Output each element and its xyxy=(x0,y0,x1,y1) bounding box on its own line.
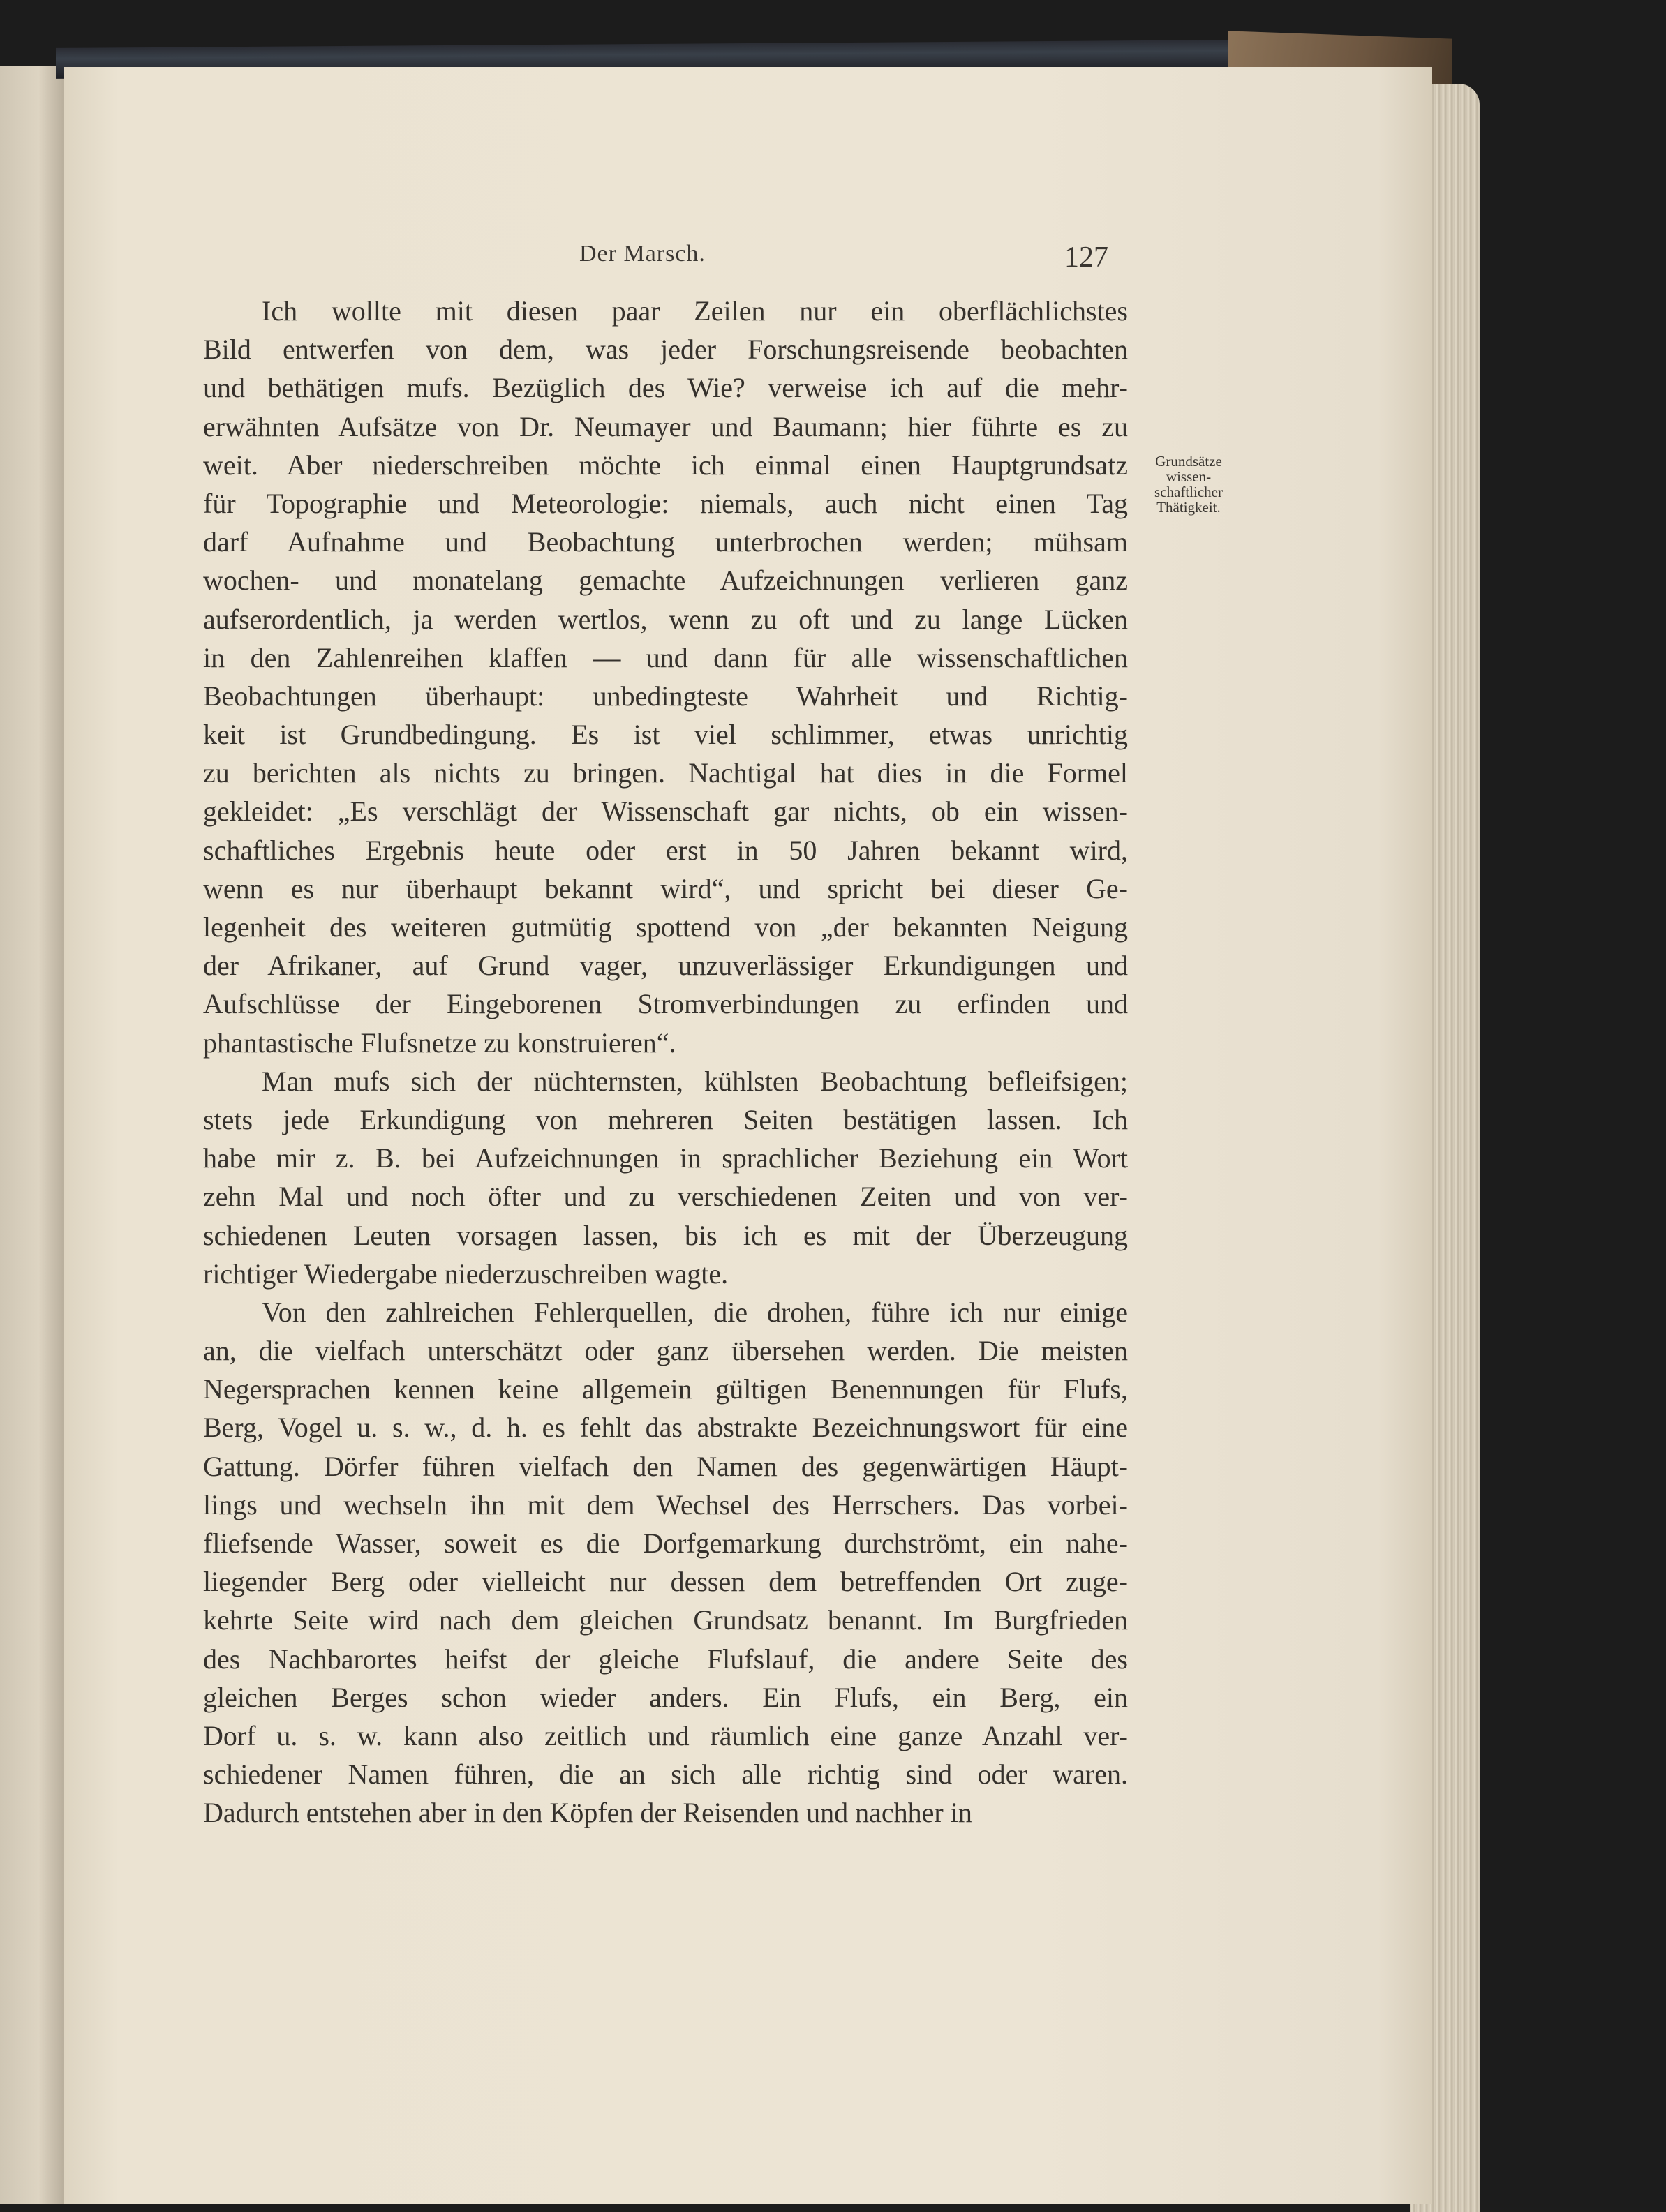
text-line: erwähnten Aufsätze von Dr. Neumayer und Baumann; hier führte es zu xyxy=(203,410,1128,442)
text-line: Negersprachen kennen keine allgemein gültigen Benennungen für Flufs, xyxy=(203,1373,1128,1405)
text-line: weit. Aber niederschreiben möchte ich einmal einen Hauptgrundsatz xyxy=(203,449,1128,481)
text-line: wochen- und monatelang gemachte Aufzeichnungen verlieren ganz xyxy=(203,565,1128,597)
margin-note-line: Thätigkeit. xyxy=(1156,499,1221,516)
text-line: Gattung. Dörfer führen vielfach den Namen des gegenwärtigen Häupt- xyxy=(203,1450,1128,1482)
text-line: phantastische Flufsnetze zu konstruieren“. xyxy=(203,1026,676,1059)
text-line: schiedener Namen führen, die an sich alle richtig sind oder waren. xyxy=(203,1758,1128,1791)
text-line: gekleidet: „Es verschlägt der Wissenschaft gar nichts, ob ein wissen- xyxy=(203,795,1128,828)
text-line: kehrte Seite wird nach dem gleichen Grundsatz benannt. Im Burgfrieden xyxy=(203,1604,1128,1636)
text-line: fliefsende Wasser, soweit es die Dorfgemarkung durchströmt, ein nahe- xyxy=(203,1527,1128,1559)
text-line: gleichen Berges schon wieder anders. Ein Flufs, ein Berg, ein xyxy=(203,1681,1128,1713)
text-line: schiedenen Leuten vorsagen lassen, bis ich es mit der Überzeugung xyxy=(203,1219,1128,1251)
text-line: liegender Berg oder vielleicht nur dessen dem betreffenden Ort zuge- xyxy=(203,1566,1128,1598)
text-line: des Nachbarortes heifst der gleiche Flufslauf, die andere Seite des xyxy=(203,1643,1128,1675)
text-line: Bild entwerfen von dem, was jeder Forschungsreisende beobachten xyxy=(203,334,1128,366)
text-line: lings und wechseln ihn mit dem Wechsel des Herrschers. Das vorbei- xyxy=(203,1488,1128,1520)
text-line: der Afrikaner, auf Grund vager, unzuverlässiger Erkundigungen und xyxy=(203,950,1128,982)
text-line: Von den zahlreichen Fehlerquellen, die drohen, führe ich nur einige xyxy=(262,1296,1128,1328)
text-line: und bethätigen mufs. Bezüglich des Wie? verweise ich auf die mehr- xyxy=(203,372,1128,404)
text-line: Aufschlüsse der Eingeborenen Stromverbindungen zu erfinden und xyxy=(203,988,1128,1020)
text-line: Dadurch entstehen aber in den Köpfen der Reisenden und nachher in xyxy=(203,1797,972,1829)
text-line: aufserordentlich, ja werden wertlos, wenn zu oft und zu lange Lücken xyxy=(203,603,1128,635)
text-line: in den Zahlenreihen klaffen — und dann für alle wissenschaftlichen xyxy=(203,641,1128,673)
body-text xyxy=(203,292,1128,1832)
text-line: legenheit des weiteren gutmütig spottend von „der bekannten Neigung xyxy=(203,911,1128,943)
text-line: Beobachtungen überhaupt: unbedingteste Wahrheit und Richtig- xyxy=(203,680,1128,712)
text-line: zu berichten als nichts zu bringen. Nachtigal hat dies in die Formel xyxy=(203,757,1128,789)
text-line: Berg, Vogel u. s. w., d. h. es fehlt das abstrakte Bezeichnungswort für eine xyxy=(203,1412,1128,1444)
margin-note-line: wissen- xyxy=(1166,468,1212,485)
text-line: schaftliches Ergebnis heute oder erst in 50 Jahren bekannt wird, xyxy=(203,834,1128,866)
text-line: Man mufs sich der nüchternsten, kühlsten Beobachtung befleifsigen; xyxy=(262,1065,1128,1097)
margin-note-line: Grundsätze xyxy=(1155,453,1222,470)
text-line: Ich wollte mit diesen paar Zeilen nur ein oberflächlichstes xyxy=(262,295,1128,327)
text-line: an, die vielfach unterschätzt oder ganz übersehen werden. Die meisten xyxy=(203,1335,1128,1367)
previous-page-edge xyxy=(0,66,64,2204)
margin-note xyxy=(1143,454,1234,515)
text-line: keit ist Grundbedingung. Es ist viel schlimmer, etwas unrichtig xyxy=(203,719,1128,751)
text-line: stets jede Erkundigung von mehreren Seiten bestätigen lassen. Ich xyxy=(203,1103,1128,1135)
text-line: richtiger Wiedergabe niederzuschreiben wagte. xyxy=(203,1257,729,1290)
text-line: zehn Mal und noch öfter und zu verschiedenen Zeiten und von ver- xyxy=(203,1181,1128,1213)
text-line: habe mir z. B. bei Aufzeichnungen in sprachlicher Beziehung ein Wort xyxy=(203,1142,1128,1174)
text-line: darf Aufnahme und Beobachtung unterbrochen werden; mühsam xyxy=(203,526,1128,558)
text-line: Dorf u. s. w. kann also zeitlich und räumlich eine ganze Anzahl ver- xyxy=(203,1719,1128,1751)
text-line: für Topographie und Meteorologie: niemals, auch nicht einen Tag xyxy=(203,487,1128,519)
text-line: wenn es nur überhaupt bekannt wird“, und spricht bei dieser Ge- xyxy=(203,872,1128,904)
running-head: Der Marsch. xyxy=(579,241,706,267)
page-number: 127 xyxy=(1064,241,1108,274)
margin-note-line: schaftlicher xyxy=(1154,484,1223,500)
